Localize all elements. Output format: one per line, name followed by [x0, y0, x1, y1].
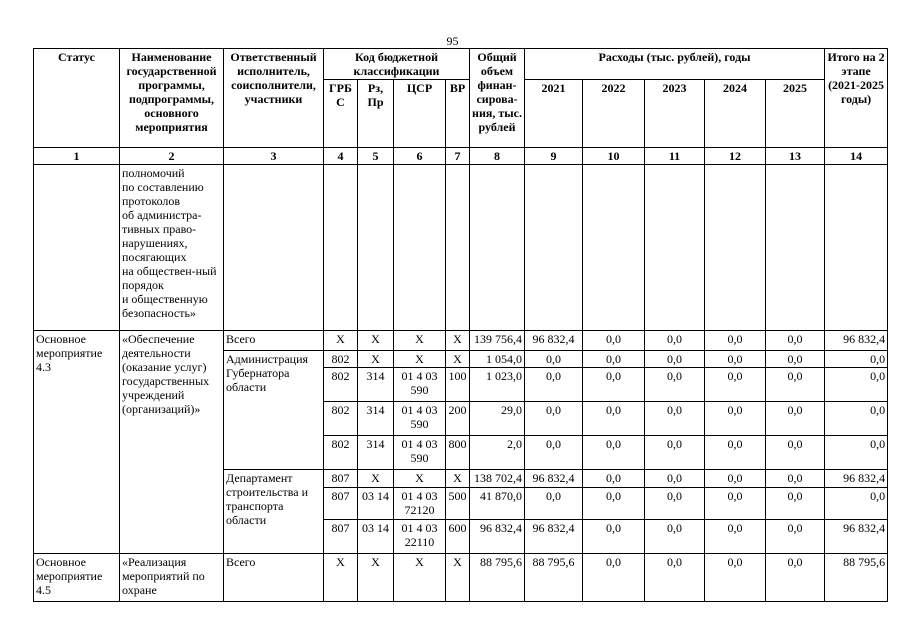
y2022-cell: 0,0: [583, 436, 645, 470]
header-2022: 2022: [583, 80, 645, 148]
name-block-4-5: «Реализация мероприятий по охране: [120, 554, 224, 602]
csr-cell: X: [394, 351, 446, 368]
y2025-cell: 0,0: [766, 368, 825, 402]
y2025-cell: 0,0: [766, 331, 825, 351]
y2023-cell: 0,0: [645, 368, 705, 402]
total-cell: 138 702,4: [470, 470, 525, 488]
grbs-cell: 802: [324, 368, 358, 402]
itogo-cell: 96 832,4: [825, 520, 888, 554]
header-status: Статус: [34, 49, 120, 148]
page-number: 95: [446, 34, 459, 48]
col-number: 5: [358, 148, 394, 165]
itogo-cell: 0,0: [825, 436, 888, 470]
y2025-cell: 0,0: [766, 436, 825, 470]
header-2023: 2023: [645, 80, 705, 148]
y2024-cell: 0,0: [705, 470, 766, 488]
col-number: 11: [645, 148, 705, 165]
y2025-cell: 0,0: [766, 554, 825, 602]
grbs-cell: 802: [324, 436, 358, 470]
rzpr-cell: X: [358, 554, 394, 602]
rzpr-cell: 314: [358, 436, 394, 470]
csr-cell: X: [394, 331, 446, 351]
status-cell: [34, 165, 120, 331]
vr-cell: X: [446, 554, 470, 602]
y2022-cell: 0,0: [583, 351, 645, 368]
name-block-4-3: «Обеспечение деятельности (оказание услуг) государственных учреждений (организаций)»: [120, 331, 224, 554]
col-number: 7: [446, 148, 470, 165]
y2023-cell: 0,0: [645, 402, 705, 436]
y2023-cell: 0,0: [645, 351, 705, 368]
itogo-cell: 0,0: [825, 488, 888, 520]
y2023-cell: 0,0: [645, 488, 705, 520]
y2022-cell: 0,0: [583, 554, 645, 602]
y2025-cell: 0,0: [766, 470, 825, 488]
col-number: 12: [705, 148, 766, 165]
csr-cell: 01 4 03 72120: [394, 488, 446, 520]
col-number: 9: [525, 148, 583, 165]
itogo-cell: 96 832,4: [825, 470, 888, 488]
col-number: 13: [766, 148, 825, 165]
budget-table: [33, 48, 888, 602]
total-cell: 1 023,0: [470, 368, 525, 402]
itogo-cell: 0,0: [825, 351, 888, 368]
rzpr-cell: 314: [358, 402, 394, 436]
grbs-cell: 802: [324, 402, 358, 436]
rzpr-cell: X: [358, 351, 394, 368]
itogo-cell: 0,0: [825, 402, 888, 436]
y2024-cell: 0,0: [705, 402, 766, 436]
csr-cell: X: [394, 554, 446, 602]
header-csr: ЦСР: [394, 80, 446, 148]
y2021-cell: 88 795,6: [525, 554, 583, 602]
itogo-cell: 88 795,6: [825, 554, 888, 602]
col-number: 10: [583, 148, 645, 165]
rzpr-cell: 314: [358, 368, 394, 402]
vr-cell: 200: [446, 402, 470, 436]
csr-cell: 01 4 03 590: [394, 402, 446, 436]
total-cell: 96 832,4: [470, 520, 525, 554]
status-block-4-5: Основное мероприятие 4.5: [34, 554, 120, 602]
y2023-cell: 0,0: [645, 520, 705, 554]
rzpr-cell: 03 14: [358, 488, 394, 520]
header-itogo: Итого на 2 этапе (2021-2025 годы): [825, 49, 888, 148]
header-2025: 2025: [766, 80, 825, 148]
y2025-cell: 0,0: [766, 488, 825, 520]
y2023-cell: 0,0: [645, 436, 705, 470]
y2024-cell: 0,0: [705, 554, 766, 602]
status-block-4-3: Основное мероприятие 4.3: [34, 331, 120, 554]
y2025-cell: 0,0: [766, 402, 825, 436]
header-2024: 2024: [705, 80, 766, 148]
csr-cell: 01 4 03 22110: [394, 520, 446, 554]
col-number: 6: [394, 148, 446, 165]
header-total-volume: Общий объем финан-сирова-ния, тыс. рублей: [470, 49, 525, 148]
y2022-cell: 0,0: [583, 520, 645, 554]
y2023-cell: 0,0: [645, 331, 705, 351]
executor-admin: Администрация Губернатора области: [224, 351, 324, 470]
executor-total: Всего: [224, 554, 324, 602]
y2021-cell: 0,0: [525, 402, 583, 436]
y2022-cell: 0,0: [583, 331, 645, 351]
y2021-cell: 96 832,4: [525, 331, 583, 351]
y2024-cell: 0,0: [705, 368, 766, 402]
header-expenses: Расходы (тыс. рублей), годы: [525, 49, 825, 80]
header-2021: 2021: [525, 80, 583, 148]
vr-cell: 800: [446, 436, 470, 470]
y2021-cell: 0,0: [525, 351, 583, 368]
header-grbs: ГРБ С: [324, 80, 358, 148]
y2025-cell: 0,0: [766, 520, 825, 554]
col-number: 3: [224, 148, 324, 165]
header-rzpr: Рз, Пр: [358, 80, 394, 148]
vr-cell: 500: [446, 488, 470, 520]
y2022-cell: 0,0: [583, 470, 645, 488]
executor-total: Всего: [224, 331, 324, 351]
total-cell: 1 054,0: [470, 351, 525, 368]
rzpr-cell: X: [358, 470, 394, 488]
header-executor: Ответственный исполнитель, соисполнители, участники: [224, 49, 324, 148]
y2024-cell: 0,0: [705, 520, 766, 554]
itogo-cell: 0,0: [825, 368, 888, 402]
total-cell: 88 795,6: [470, 554, 525, 602]
y2023-cell: 0,0: [645, 470, 705, 488]
col-number: 1: [34, 148, 120, 165]
grbs-cell: 802: [324, 351, 358, 368]
grbs-cell: X: [324, 554, 358, 602]
total-cell: 139 756,4: [470, 331, 525, 351]
y2023-cell: 0,0: [645, 554, 705, 602]
grbs-cell: 807: [324, 488, 358, 520]
total-cell: 41 870,0: [470, 488, 525, 520]
y2022-cell: 0,0: [583, 488, 645, 520]
y2024-cell: 0,0: [705, 436, 766, 470]
total-cell: 29,0: [470, 402, 525, 436]
y2022-cell: 0,0: [583, 368, 645, 402]
grbs-cell: X: [324, 331, 358, 351]
y2021-cell: 0,0: [525, 488, 583, 520]
rzpr-cell: 03 14: [358, 520, 394, 554]
y2021-cell: 0,0: [525, 436, 583, 470]
executor-department: Департамент строительства и транспорта области: [224, 470, 324, 554]
total-cell: 2,0: [470, 436, 525, 470]
csr-cell: 01 4 03 590: [394, 436, 446, 470]
vr-cell: X: [446, 470, 470, 488]
continuation-name: полномочий по составлению протоколов об администра-тивных право-нарушениях, посягающих на обществен-ный порядок и общественную безопасность»: [120, 165, 224, 331]
col-number: 14: [825, 148, 888, 165]
col-number: 8: [470, 148, 525, 165]
grbs-cell: 807: [324, 470, 358, 488]
csr-cell: 01 4 03 590: [394, 368, 446, 402]
rzpr-cell: X: [358, 331, 394, 351]
y2022-cell: 0,0: [583, 402, 645, 436]
vr-cell: 100: [446, 368, 470, 402]
grbs-cell: 807: [324, 520, 358, 554]
y2024-cell: 0,0: [705, 488, 766, 520]
y2024-cell: 0,0: [705, 331, 766, 351]
y2024-cell: 0,0: [705, 351, 766, 368]
header-name: Наименование государственной программы, подпрограммы, основного мероприятия: [120, 49, 224, 148]
vr-cell: X: [446, 331, 470, 351]
vr-cell: X: [446, 351, 470, 368]
col-number: 4: [324, 148, 358, 165]
csr-cell: X: [394, 470, 446, 488]
itogo-cell: 96 832,4: [825, 331, 888, 351]
y2021-cell: 96 832,4: [525, 520, 583, 554]
header-vr: ВР: [446, 80, 470, 148]
y2021-cell: 96 832,4: [525, 470, 583, 488]
vr-cell: 600: [446, 520, 470, 554]
header-budget-code: Код бюджетной классификации: [324, 49, 470, 80]
col-number: 2: [120, 148, 224, 165]
y2021-cell: 0,0: [525, 368, 583, 402]
y2025-cell: 0,0: [766, 351, 825, 368]
